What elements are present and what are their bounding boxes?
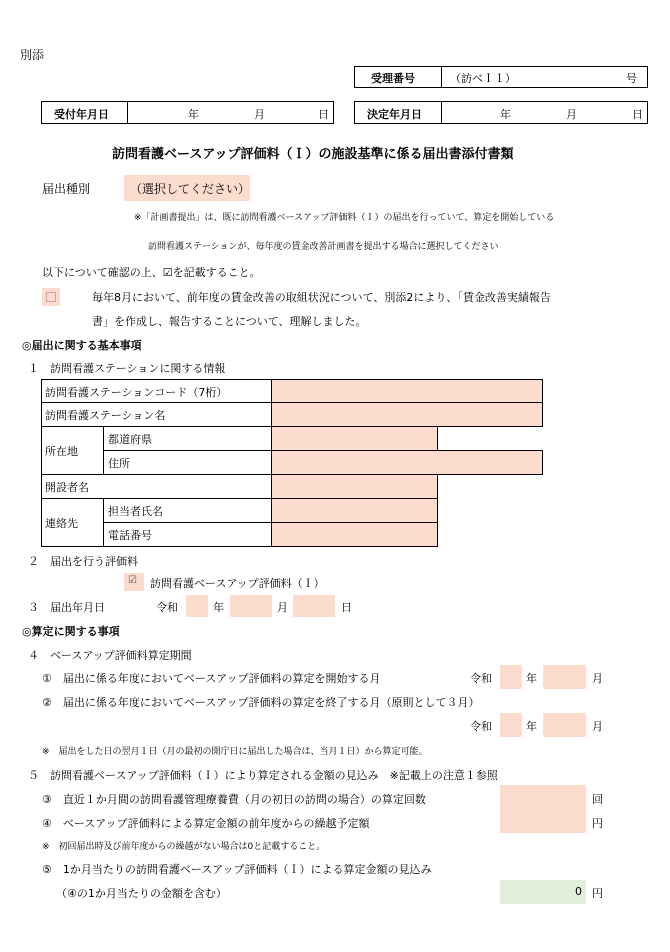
item5-note: ※ 初回届出時及び前年度からの繰越がない場合は0と記載すること。 xyxy=(42,842,326,852)
phone-label: 電話番号 xyxy=(108,529,152,542)
item2-checkbox-mark: ☑ xyxy=(128,575,137,586)
item5-q3-input[interactable] xyxy=(500,785,586,809)
item5-q4-label: ④ ベースアップ評価料による算定金額の前年度からの繰越予定額 xyxy=(42,817,370,830)
phone-input[interactable] xyxy=(271,522,438,547)
confirm-item-line2: 書」を作成し、報告することについて、理解しました。 xyxy=(92,315,367,328)
item2-heading: ２ 届出を行う評価料 xyxy=(28,555,138,568)
section-basic-heading: ◎届出に関する基本事項 xyxy=(22,339,142,352)
prefecture-label-cell xyxy=(103,426,272,451)
item3-heading: ３ 届出年月日 xyxy=(28,601,105,614)
confirm-checkbox[interactable] xyxy=(42,288,60,306)
section-calc-heading: ◎算定に関する事項 xyxy=(22,625,120,638)
notification-type-label: 届出種別 xyxy=(42,182,91,196)
item4-end-era: 令和 xyxy=(470,720,492,733)
item3-month-input[interactable] xyxy=(230,595,272,617)
notification-type-value: （選択してください） xyxy=(130,182,251,196)
item4-note: ※ 届出をした日の翌月１日（月の最初の開庁日に届出した場合は、当月１日）から算定可能。 xyxy=(42,747,428,757)
person-label: 担当者氏名 xyxy=(108,505,163,518)
item4-start-month-input[interactable] xyxy=(543,665,586,689)
item5-q5-sub: （④の1か月当たりの金額を含む） xyxy=(56,887,227,900)
item3-month: 月 xyxy=(277,601,288,614)
person-input[interactable] xyxy=(271,498,438,523)
item4-heading: ４ ベースアップ評価料算定期間 xyxy=(28,649,192,662)
item5-heading: ５ 訪問看護ベースアップ評価料（Ｉ）により算定される金額の見込み ※記載上の注意１参照 xyxy=(28,769,498,782)
item4-end-year-input[interactable] xyxy=(500,713,522,737)
decision-month: 月 xyxy=(566,108,577,121)
receipt-year: 年 xyxy=(188,108,199,121)
decision-date-label: 決定年月日 xyxy=(367,108,422,121)
location-label-cell xyxy=(41,426,104,475)
item5-q5-label: ⑤ 1か月当たりの訪問看護ベースアップ評価料（Ｉ）による算定金額の見込み xyxy=(42,863,432,876)
item4-start-label: ① 届出に係る年度においてベースアップ評価料の算定を開始する月 xyxy=(42,672,381,685)
reception-no-suffix: 号 xyxy=(626,72,637,85)
item4-start-era: 令和 xyxy=(470,672,492,685)
decision-year: 年 xyxy=(500,108,511,121)
item4-start-month: 月 xyxy=(592,672,603,685)
founder-input[interactable] xyxy=(271,474,438,499)
decision-date-label-cell xyxy=(354,101,442,124)
item5-q3-label: ③ 直近１か月間の訪問看護管理療養費（月の初日の訪問の場合）の算定回数 xyxy=(42,793,426,806)
station-name-input[interactable] xyxy=(271,402,543,427)
reception-no-label-cell xyxy=(354,66,442,88)
address-input[interactable] xyxy=(271,450,543,475)
address-label-cell xyxy=(103,450,272,475)
item4-start-year-input[interactable] xyxy=(500,665,522,689)
decision-date-field[interactable] xyxy=(441,101,648,124)
attachment-label: 別添 xyxy=(20,48,45,62)
item3-year: 年 xyxy=(213,601,224,614)
receipt-date-field[interactable] xyxy=(127,101,334,124)
confirm-instruction: 以下について確認の上、☑を記載すること。 xyxy=(42,266,261,279)
item5-q3-unit: 回 xyxy=(592,793,603,806)
item2-option: 訪問看護ベースアップ評価料（Ｉ） xyxy=(150,577,325,590)
receipt-date-label: 受付年月日 xyxy=(54,108,109,121)
reception-no-prefix: （訪ベＩ１） xyxy=(450,72,516,85)
type-note-2: 訪問看護ステーションが、毎年度の賃金改善計画書を提出する場合に選択してください xyxy=(148,242,499,252)
station-code-label-cell xyxy=(41,379,272,403)
item2-checkbox[interactable] xyxy=(124,573,144,591)
type-note-1: ※「計画書提出」は、既に訪問看護ベースアップ評価料（Ｉ）の届出を行っていて、算定を開始している xyxy=(134,213,555,223)
station-code-label: 訪問看護ステーションコード（7桁） xyxy=(45,386,228,399)
station-code-input[interactable] xyxy=(271,379,543,403)
item3-era-year-input[interactable] xyxy=(186,595,208,617)
item5-q4-input[interactable] xyxy=(500,809,586,833)
confirm-item-line1: 毎年8月において、前年度の賃金改善の取組状況について、別添2により、「賃金改善実績報告 xyxy=(92,291,551,304)
item4-end-month-input[interactable] xyxy=(543,713,586,737)
item5-q5-unit: 円 xyxy=(592,887,603,900)
address-label: 住所 xyxy=(108,457,130,470)
item3-era: 令和 xyxy=(156,601,178,614)
station-name-label-cell xyxy=(41,402,272,427)
receipt-day: 日 xyxy=(318,108,329,121)
location-label: 所在地 xyxy=(45,445,78,458)
contact-label: 連絡先 xyxy=(45,517,78,530)
notification-type-select[interactable] xyxy=(124,175,250,201)
item4-end-year: 年 xyxy=(526,720,537,733)
item3-day: 日 xyxy=(341,601,352,614)
item4-end-label: ② 届出に係る年度においてベースアップ評価料の算定を終了する月（原則として３月） xyxy=(42,696,480,709)
item1-heading: １ 訪問看護ステーションに関する情報 xyxy=(28,362,226,375)
phone-label-cell xyxy=(103,522,272,547)
item5-q4-unit: 円 xyxy=(592,817,603,830)
item4-start-year: 年 xyxy=(526,672,537,685)
item5-q5-value: 0 xyxy=(575,885,582,898)
station-name-label: 訪問看護ステーション名 xyxy=(45,409,166,422)
decision-day: 日 xyxy=(632,108,643,121)
contact-label-cell xyxy=(41,498,104,547)
item3-day-input[interactable] xyxy=(293,595,335,617)
person-label-cell xyxy=(103,498,272,523)
item4-end-month: 月 xyxy=(592,720,603,733)
receipt-month: 月 xyxy=(254,108,265,121)
reception-no-label: 受理番号 xyxy=(371,72,415,85)
confirm-checkbox-mark xyxy=(46,292,56,302)
founder-label-cell xyxy=(41,474,272,499)
item5-q5-result xyxy=(500,880,586,904)
prefecture-label: 都道府県 xyxy=(108,433,152,446)
receipt-date-label-cell xyxy=(41,101,128,124)
prefecture-input[interactable] xyxy=(271,426,438,451)
founder-label: 開設者名 xyxy=(45,481,89,494)
page-title: 訪問看護ベースアップ評価料（Ｉ）の施設基準に係る届出書添付書類 xyxy=(112,147,514,162)
reception-no-field[interactable] xyxy=(441,66,648,88)
